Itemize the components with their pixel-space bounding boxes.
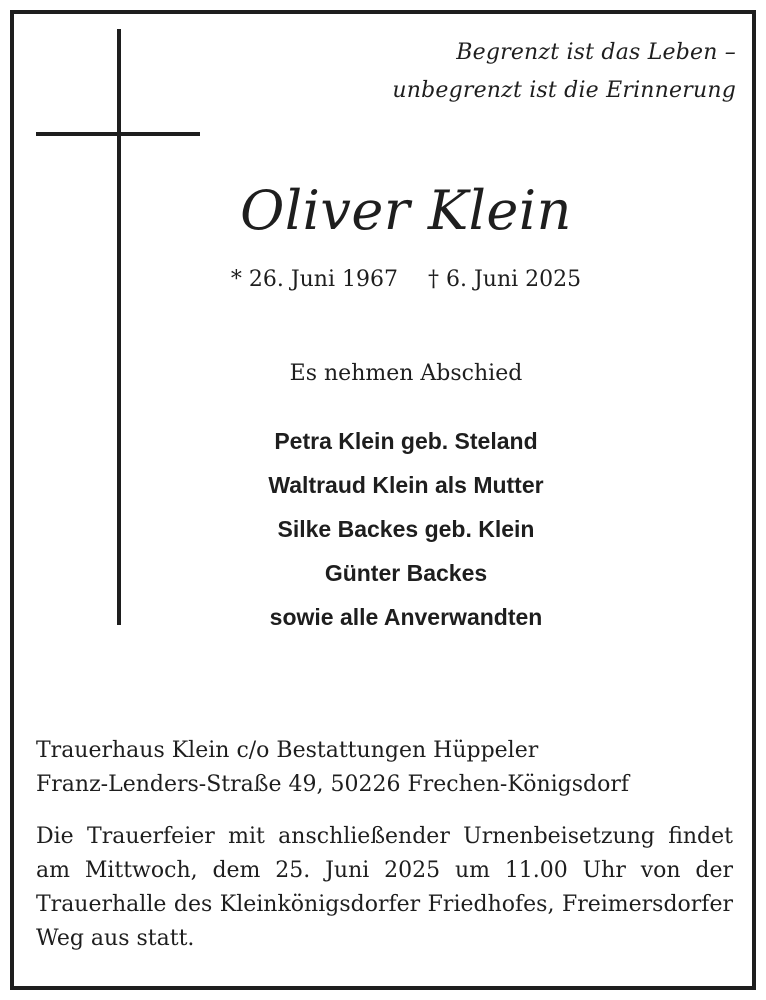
- ceremony-notice: Die Trauerfeier mit anschließender Urnenbeisetzung findet am Mittwoch, dem 25. Juni 2025 um 11.00 Uhr von der Trauerhalle des Kleinkönigsdorfer Friedhofes, Freimersdorfer Weg aus statt.: [36, 824, 733, 951]
- deceased-name: Oliver Klein: [240, 179, 572, 242]
- mourner-item: Günter Backes: [324, 560, 488, 586]
- death-date: † 6. Juni 2025: [428, 267, 582, 292]
- farewell-intro: Es nehmen Abschied: [289, 361, 523, 386]
- mourning-house-address: [36, 734, 629, 802]
- motto-line-1: Begrenzt ist das Leben –: [456, 40, 736, 65]
- mourner-item: Petra Klein geb. Steland: [274, 428, 538, 454]
- birth-date: * 26. Juni 1967: [230, 267, 398, 292]
- mourner-item: Silke Backes geb. Klein: [277, 516, 535, 542]
- motto-line-2: unbegrenzt ist die Erinnerung: [392, 78, 736, 103]
- mourner-item: Waltraud Klein als Mutter: [268, 472, 544, 498]
- mourner-item: sowie alle Anverwandten: [269, 604, 543, 630]
- obituary-frame: [10, 10, 756, 990]
- cross-horizontal-bar: [36, 132, 200, 136]
- motto: [392, 34, 736, 110]
- life-dates: [14, 264, 766, 296]
- address-line-2: Franz-Lenders-Straße 49, 50226 Frechen-Königsdorf: [36, 772, 630, 797]
- mourners-list: [14, 419, 766, 639]
- address-line-1: Trauerhaus Klein c/o Bestattungen Hüppeler: [36, 738, 539, 763]
